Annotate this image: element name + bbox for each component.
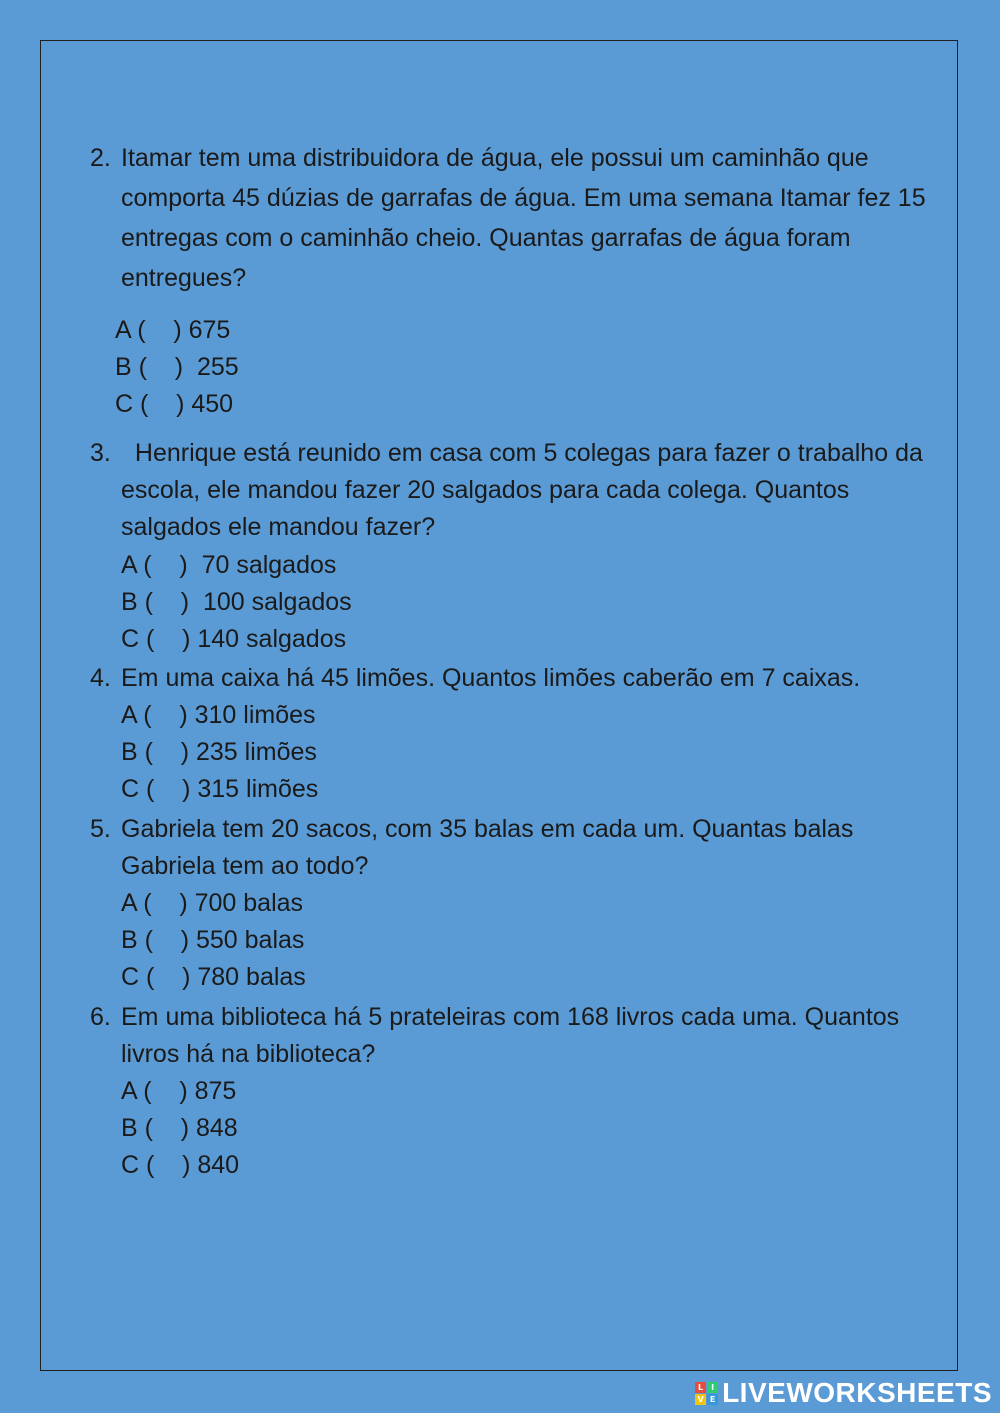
option-b[interactable]: B ( ) 848 [121, 1114, 238, 1142]
question-text: Em uma caixa há 45 limões. Quantos limões caberão em 7 caixas. [121, 664, 861, 692]
option-c[interactable]: C ( ) 140 salgados [121, 625, 347, 653]
logo-letter: L [695, 1382, 706, 1393]
question-text: Gabriela tem 20 sacos, com 35 balas em cada um. Quantas balas Gabriela tem ao todo? [121, 815, 854, 880]
question-6 [90, 999, 930, 1073]
question-2 [90, 138, 930, 298]
option-a[interactable]: A ( ) 70 salgados [121, 551, 337, 579]
question-number: 3. [90, 439, 111, 467]
option-c[interactable]: C ( ) 780 balas [121, 963, 306, 991]
option-a[interactable]: A ( ) 310 limões [121, 701, 316, 729]
question-text: Em uma biblioteca há 5 prateleiras com 168 livros cada uma. Quantos livros há na biblioteca? [121, 1003, 900, 1068]
option-b[interactable]: B ( ) 255 [115, 353, 239, 381]
logo-letter: I [707, 1382, 718, 1393]
option-b[interactable]: B ( ) 550 balas [121, 926, 305, 954]
question-5 [90, 811, 930, 885]
question-4 [90, 660, 930, 697]
question-3 [90, 435, 930, 546]
option-b[interactable]: B ( ) 100 salgados [121, 588, 352, 616]
option-b[interactable]: B ( ) 235 limões [121, 738, 317, 766]
option-c[interactable]: C ( ) 315 limões [121, 775, 319, 803]
question-text: Itamar tem uma distribuidora de água, ele possui um caminhão que comporta 45 dúzias de garrafas de água. Em uma semana Itamar fez 15 entregas com o caminhão cheio. Quantas garrafas de água foram entregues? [121, 144, 926, 292]
logo-letter: V [695, 1394, 706, 1405]
question-number: 2. [90, 144, 111, 172]
question-number: 5. [90, 815, 111, 843]
option-a[interactable]: A ( ) 675 [115, 316, 231, 344]
option-a[interactable]: A ( ) 875 [121, 1077, 237, 1105]
logo-grid-icon [695, 1382, 718, 1405]
question-number: 4. [90, 664, 111, 692]
question-text: Henrique está reunido em casa com 5 colegas para fazer o trabalho da escola, ele mandou fazer 20 salgados para cada colega. Quantos salgados ele mandou fazer? [121, 439, 930, 541]
option-c[interactable]: C ( ) 450 [115, 390, 234, 418]
option-a[interactable]: A ( ) 700 balas [121, 889, 304, 917]
liveworksheets-logo [695, 1377, 992, 1409]
logo-text: LIVEWORKSHEETS [722, 1377, 992, 1408]
option-c[interactable]: C ( ) 840 [121, 1151, 240, 1179]
logo-letter: E [707, 1394, 718, 1405]
question-number: 6. [90, 1003, 111, 1031]
